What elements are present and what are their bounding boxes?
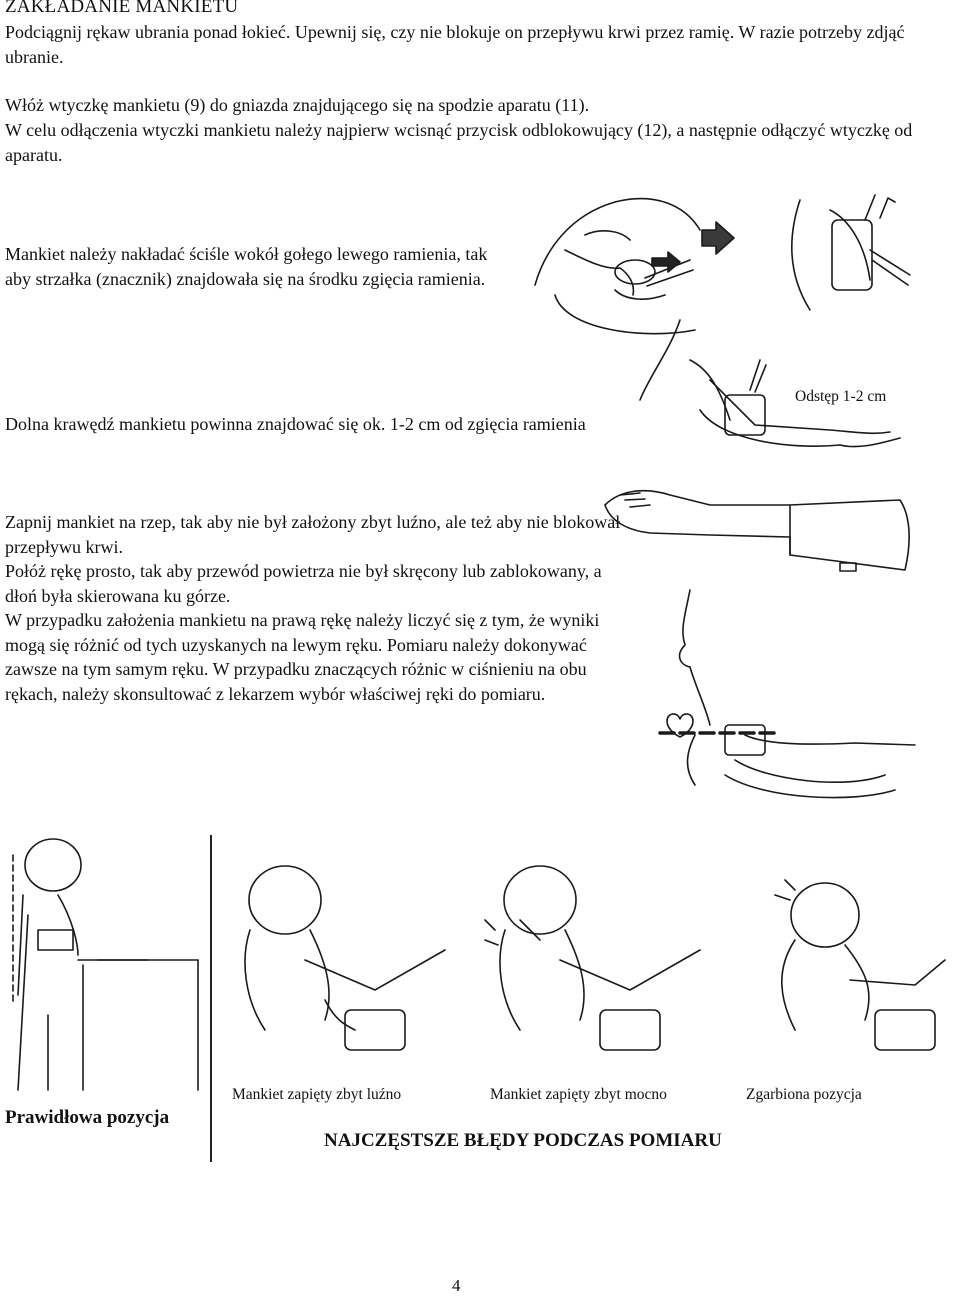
gap-label: Odstęp 1-2 cm [795, 388, 887, 405]
page-number: 4 [452, 1276, 461, 1295]
paragraph-group-fasten [5, 510, 625, 706]
paragraph-cuff-edge: Dolna krawędź mankietu powinna znajdować się ok. 1-2 cm od zgięcia ramienia [5, 414, 586, 434]
caption-tight-cuff: Mankiet zapięty zbyt mocno [490, 1086, 667, 1103]
paragraph-roll-sleeve: Podciągnij rękaw ubrania ponad łokieć. Upewnij się, czy nie blokuje on przepływu krwi przez ramię. W razie potrzeby zdjąć ubranie. [5, 22, 905, 67]
paragraph-cuff-placement: Mankiet należy nakładać ściśle wokół gołego lewego ramienia, tak aby strzałka (znacznik) znajdowała się na środku zgięcia ramienia. [5, 244, 488, 289]
section-title: ZAKŁADANIE MANKIETU [5, 0, 239, 17]
arrow-small-icon [650, 250, 685, 275]
arrow-right-icon [700, 220, 736, 256]
figure-correct-posture [8, 835, 208, 1090]
caption-loose-cuff: Mankiet zapięty zbyt luźno [232, 1086, 402, 1103]
divider-vertical [210, 835, 212, 1162]
paragraph-arm-straight: Połóż rękę prosto, tak aby przewód powietrza nie był skręcony lub zablokowany, a dłoń była skierowana ku górze. [5, 561, 602, 606]
caption-hunched: Zgarbiona pozycja [746, 1086, 862, 1103]
figure-tight-cuff [480, 850, 700, 1080]
paragraph-right-arm: W przypadku założenia mankietu na prawą rękę należy liczyć się z tym, że wyniki mogą się różnić od tych uzyskanych na lewym ręku. Pomiaru należy dokonywać zawsze na tym samym ręku. W przypadku znaczących różnic w ciśnieniu na obu rękach, należy skonsultować z lekarzem wybór właściwej ręki do pomiaru. [5, 610, 600, 704]
figure-heart-level [655, 585, 925, 805]
figure-cuff-insertion [525, 190, 725, 335]
figure-hunched [735, 850, 955, 1080]
paragraph-fasten: Zapnij mankiet na rzep, tak aby nie był założony zbyt luźno, ale też aby nie blokował przepływu krwi. [5, 512, 621, 557]
paragraph-plug-in: Włóż wtyczkę mankietu (9) do gniazda znajdującego się na spodzie aparatu (11). [5, 95, 590, 115]
figure-cuff-on-arm [770, 190, 920, 320]
paragraph-unplug: W celu odłączenia wtyczki mankietu należy najpierw wcisnąć przycisk odblokowujący (12), a następnie odłączyć wtyczkę od aparatu. [5, 120, 913, 165]
figure-loose-cuff [225, 850, 445, 1080]
errors-heading: NAJCZĘSTSZE BŁĘDY PODCZAS POMIARU [324, 1130, 722, 1151]
figure-arm-cuff [600, 475, 920, 585]
caption-correct-position: Prawidłowa pozycja [5, 1107, 170, 1128]
